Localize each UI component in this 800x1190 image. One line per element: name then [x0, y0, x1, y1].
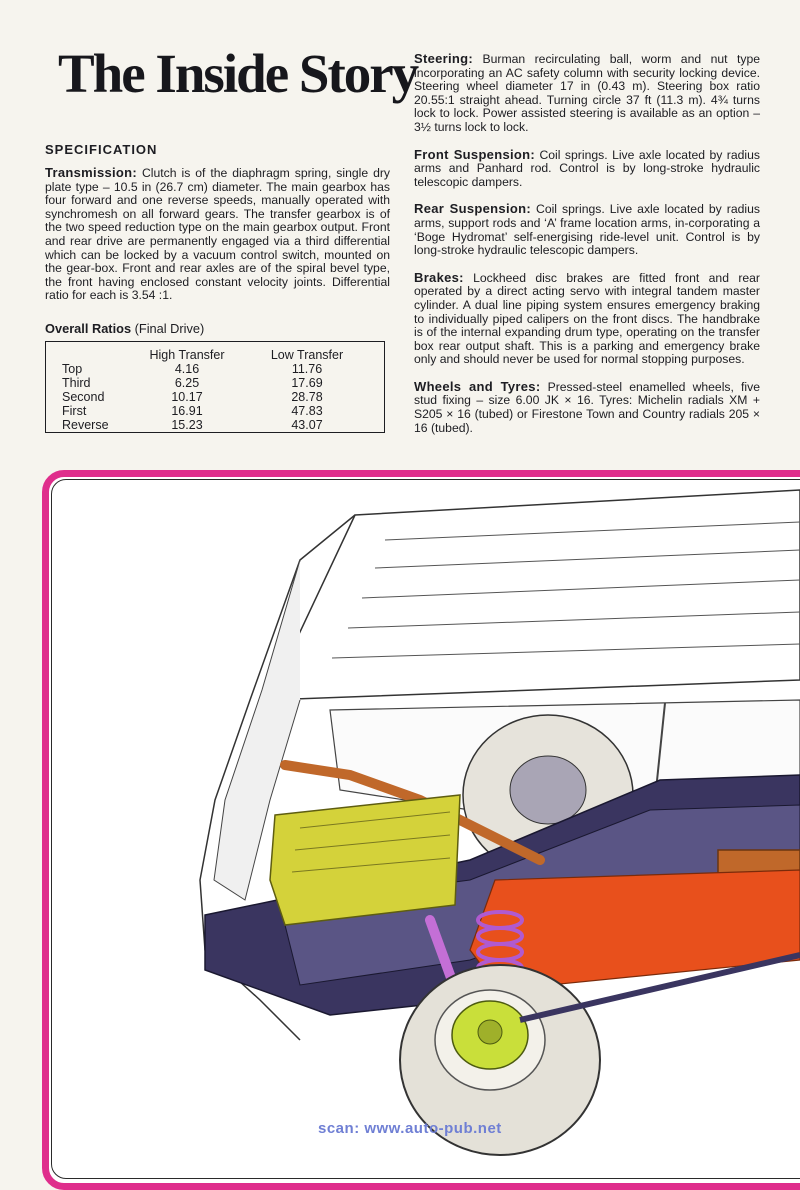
- front-suspension-label: Front Suspension:: [414, 146, 536, 162]
- low-cell: 11.76: [291, 361, 323, 376]
- page-title: The Inside Story: [58, 43, 418, 104]
- gear-cell: Second: [62, 389, 105, 404]
- rear-wheel-hub: [510, 756, 586, 824]
- low-cell: 28.78: [291, 389, 323, 404]
- brakes-text: Lockheed disc brakes are fitted front and rear operated by a direct acting servo with integral tandem master cylinder. A dual line piping system ensures emergency braking to individually piped calipers on the front discs. The handbrake is of the internal expanding drum type, operating on the transfer box rear output shaft. This is a parking and emergency brake only and should never be used for normal stopping purposes.: [414, 270, 760, 367]
- steering-text: Burman recirculating ball, worm and nut type incorporating an AC safety column with security locking device. Steering wheel diameter 17 in (0.43 m). Steering box ratio 20.55:1 straight ahead. Turning circle 37 ft (11.3 m). 4¾ turns lock to lock. Power assisted steering is available as an option – 3½ turns lock to lock.: [414, 52, 760, 134]
- high-cell: 4.16: [174, 361, 200, 376]
- rear-suspension-label: Rear Suspension:: [414, 201, 531, 217]
- hub-centre: [478, 1020, 502, 1044]
- low-cell: 17.69: [291, 375, 323, 390]
- rear-suspension-text: Coil springs. Live axle located by radius arms, support rods and ‘A’ frame location arms, in-corporating a ‘Boge Hydromat’ self-energising ride-level unit. Control is by long-stroke hydraulic telescopic dampers.: [414, 202, 761, 258]
- wheels-label: Wheels and Tyres:: [414, 378, 541, 394]
- high-cell: 16.91: [171, 403, 203, 418]
- steering-label: Steering:: [414, 51, 474, 66]
- ratios-header-high: High Transfer: [149, 347, 225, 362]
- low-cell: 43.07: [291, 417, 323, 432]
- front-suspension-text: Coil springs. Live axle located by radius arms and Panhard rod. Control is by long-stroke hydraulic telescopic dampers.: [414, 147, 761, 189]
- high-cell: 15.23: [171, 417, 203, 432]
- transmission-text: Clutch is of the diaphragm spring, single dry plate type – 10.5 in (26.7 cm) diameter. The main gearbox has four forward and one reverse speeds, manually operated with synchromesh on all forward gears. The transfer gearbox is of the two speed reduction type on the main gearbox output. Front and rear drive are permanently engaged via a third differential which can be locked by a vacuum control switch, mounted on the gear-box. Front and rear axles are of the spiral bevel type, the front having enclosed constant velocity joints. Differential ratio for each is 3.54 :1.: [45, 166, 390, 303]
- gear-cell: Reverse: [62, 417, 109, 432]
- ratios-header-low: Low Transfer: [270, 347, 344, 362]
- specification-heading: SPECIFICATION: [45, 142, 158, 157]
- gear-cell: Top: [62, 361, 83, 376]
- scan-watermark: scan: www.auto-pub.net: [318, 1120, 502, 1137]
- low-cell: 47.83: [291, 403, 323, 418]
- high-cell: 10.17: [171, 389, 203, 404]
- gear-cell: First: [62, 403, 87, 418]
- brakes-label: Brakes:: [414, 269, 464, 285]
- overall-ratios-label: Overall Ratios: [45, 320, 132, 336]
- overall-ratios-sub: (Final Drive): [131, 320, 205, 336]
- transmission-label: Transmission:: [45, 165, 138, 180]
- gear-cell: Third: [62, 375, 91, 390]
- high-cell: 6.25: [174, 375, 200, 390]
- wheels-text: Pressed-steel enamelled wheels, five stud fixing – size 6.00 JK × 16. Tyres: Michelin radials XM + S205 × 16 (tubed) or Firestone Town and Country radials 205 × 16 (tubed).: [414, 379, 760, 435]
